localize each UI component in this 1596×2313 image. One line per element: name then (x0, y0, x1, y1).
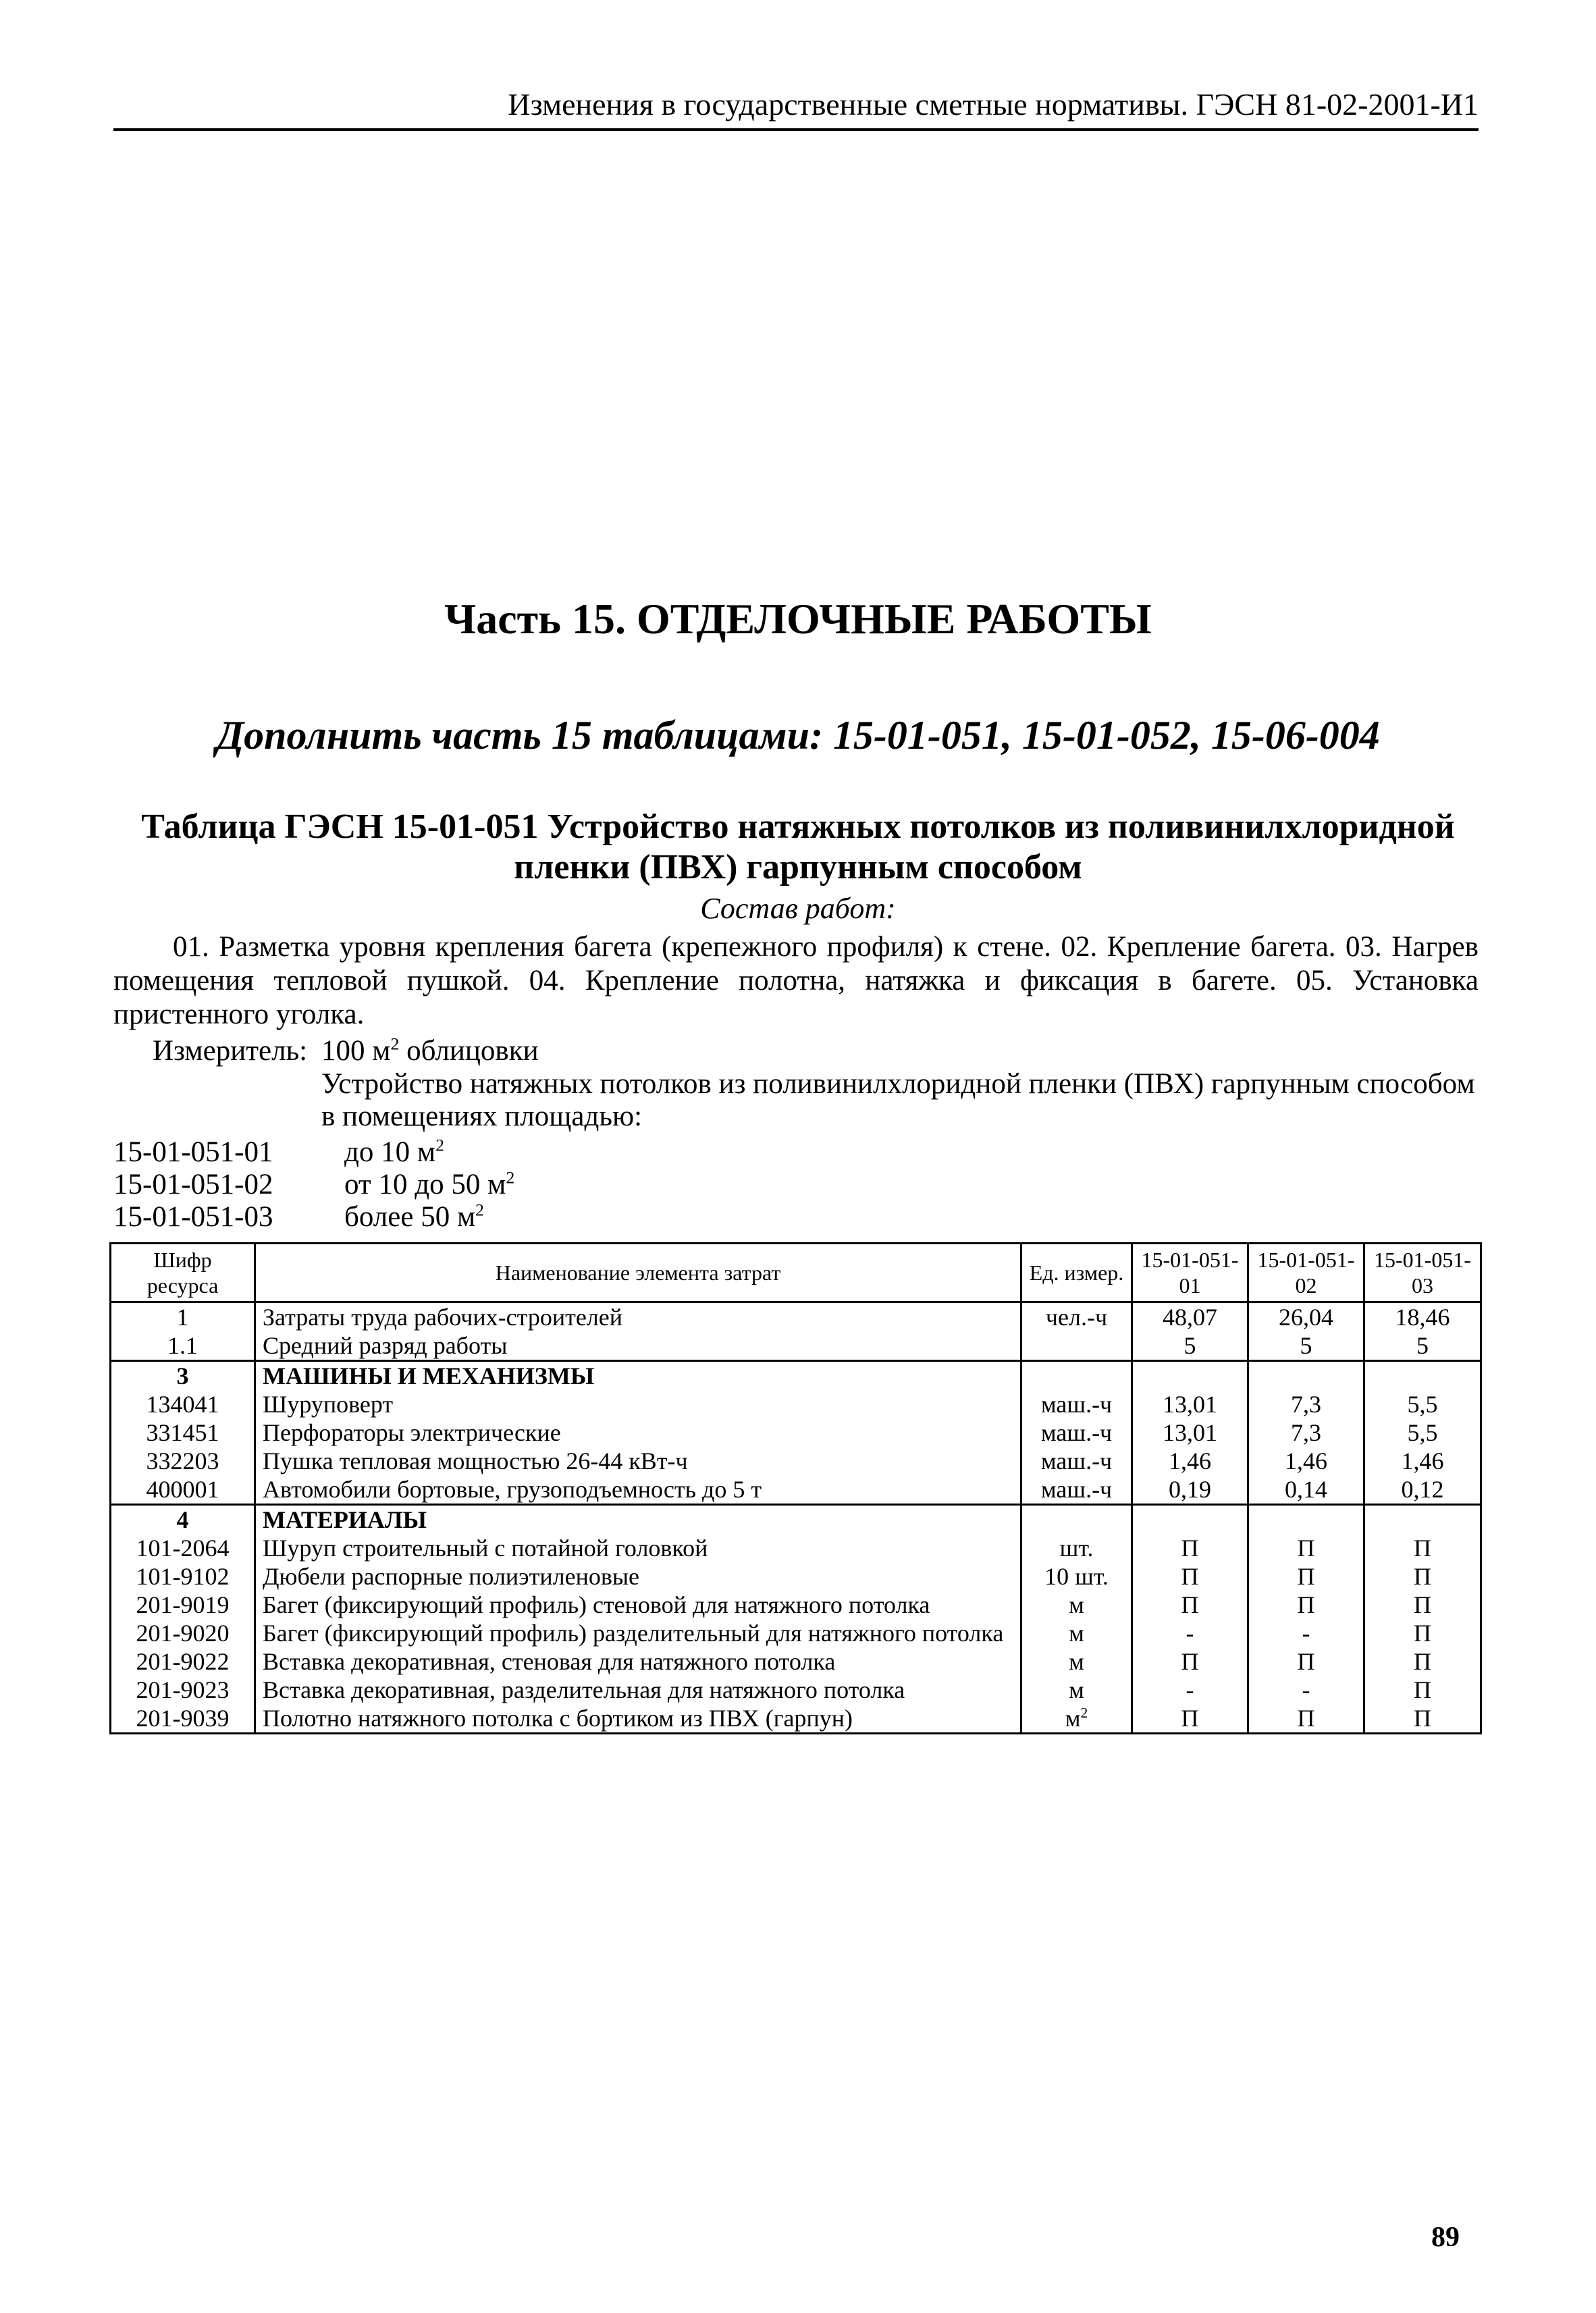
cell-value-1: П (1132, 1591, 1248, 1619)
cell-name: Полотно натяжного потолка с бортиком из ПВХ (гарпун) (255, 1704, 1021, 1734)
cell-value-2: 5 (1248, 1331, 1364, 1361)
cell-value-3: П (1364, 1647, 1481, 1676)
header-col-1: 15-01-051-01 (1132, 1244, 1248, 1302)
range-intro: Устройство натяжных потолков из поливинилхлоридной пленки (ПВХ) гарпунным способом в помещениях площадью: (321, 1068, 1475, 1132)
cell-unit: м (1021, 1676, 1132, 1704)
cell-value-1: - (1132, 1676, 1248, 1704)
table-section-row (111, 1361, 1481, 1391)
cell-name: Шуруп строительный с потайной головкой (255, 1534, 1021, 1562)
cell-value-3: 1,46 (1364, 1447, 1481, 1475)
table-row (111, 1418, 1481, 1447)
table-header-row (111, 1244, 1481, 1302)
table-row (111, 1619, 1481, 1647)
cell-value-2 (1248, 1505, 1364, 1535)
cell-code: 134041 (111, 1390, 255, 1418)
cell-name: Вставка декоративная, разделительная для натяжного потолка (255, 1676, 1021, 1704)
table-title-line-2: пленки (ПВХ) гарпунным способом (514, 848, 1082, 886)
cell-unit: маш.-ч (1021, 1418, 1132, 1447)
cell-unit (1021, 1361, 1132, 1391)
table-row (111, 1562, 1481, 1591)
cell-code: 201-9020 (111, 1619, 255, 1647)
running-header: Изменения в государственные сметные нормативы. ГЭСН 81-02-2001-И1 (508, 87, 1479, 122)
cell-value-1 (1132, 1505, 1248, 1535)
table-row (111, 1331, 1481, 1361)
table-row (111, 1591, 1481, 1619)
cell-value-2: - (1248, 1676, 1364, 1704)
cell-name: МАТЕРИАЛЫ (255, 1505, 1021, 1535)
cell-code: 201-9019 (111, 1591, 255, 1619)
cell-value-1: П (1132, 1534, 1248, 1562)
range-code-3: 15-01-051-03 (113, 1201, 273, 1233)
meter-value-text: 100 м (321, 1035, 391, 1067)
table-title-line-1: Таблица ГЭСН 15-01-051 Устройство натяжных потолков из поливинилхлоридной (141, 807, 1455, 846)
cell-code: 201-9022 (111, 1647, 255, 1676)
cell-code: 400001 (111, 1475, 255, 1505)
cell-unit: шт. (1021, 1534, 1132, 1562)
header-name: Наименование элемента затрат (255, 1244, 1021, 1302)
cell-value-2 (1248, 1361, 1364, 1391)
cell-name: МАШИНЫ И МЕХАНИЗМЫ (255, 1361, 1021, 1391)
cell-value-1: П (1132, 1647, 1248, 1676)
header-rule (113, 128, 1479, 131)
cell-value-1: 13,01 (1132, 1390, 1248, 1418)
cell-value-2: 7,3 (1248, 1390, 1364, 1418)
cell-code: 201-9023 (111, 1676, 255, 1704)
table-row (111, 1704, 1481, 1734)
cell-unit: $м^2$ (1021, 1704, 1132, 1734)
cell-value-3: П (1364, 1676, 1481, 1704)
cell-value-3: 5 (1364, 1331, 1481, 1361)
range-text-3: более 50 $м^2$ (344, 1200, 485, 1233)
cell-value-3: П (1364, 1619, 1481, 1647)
cell-value-1: П (1132, 1704, 1248, 1734)
cell-value-3: П (1364, 1534, 1481, 1562)
table-row (111, 1475, 1481, 1505)
cell-unit: чел.-ч (1021, 1302, 1132, 1332)
table-title (135, 807, 1461, 888)
cell-value-2: П (1248, 1647, 1364, 1676)
header-col-2: 15-01-051-02 (1248, 1244, 1364, 1302)
cell-unit: м (1021, 1647, 1132, 1676)
cell-value-1: 0,19 (1132, 1475, 1248, 1505)
cell-unit: маш.-ч (1021, 1475, 1132, 1505)
cost-table (109, 1242, 1482, 1734)
cell-value-1: 5 (1132, 1331, 1248, 1361)
cell-value-3: 5,5 (1364, 1418, 1481, 1447)
cell-value-3: П (1364, 1704, 1481, 1734)
cell-value-1: 48,07 (1132, 1302, 1248, 1332)
header-col-3: 15-01-051-03 (1364, 1244, 1481, 1302)
cell-code: 3 (111, 1361, 255, 1391)
cell-code: 101-9102 (111, 1562, 255, 1591)
range-text-1: до 10 $м^2$ (344, 1135, 444, 1168)
cell-value-2: 7,3 (1248, 1418, 1364, 1447)
header-code: Шифр ресурса (111, 1244, 255, 1302)
cell-unit: маш.-ч (1021, 1447, 1132, 1475)
meter-value-sup: 2 (390, 1034, 400, 1054)
cell-value-3 (1364, 1505, 1481, 1535)
cell-unit: маш.-ч (1021, 1390, 1132, 1418)
header-unit: Ед. измер. (1021, 1244, 1132, 1302)
meter-value-suffix: облицовки (399, 1035, 539, 1067)
supplement-heading: Дополнить часть 15 таблицами: 15-01-051, 15-01-052, 15-06-004 (216, 713, 1380, 757)
cell-unit: 10 шт. (1021, 1562, 1132, 1591)
cell-unit: м (1021, 1619, 1132, 1647)
cell-value-2: 0,14 (1248, 1475, 1364, 1505)
cell-value-3: П (1364, 1591, 1481, 1619)
cell-name: Дюбели распорные полиэтиленовые (255, 1562, 1021, 1591)
cell-value-2: П (1248, 1704, 1364, 1734)
cell-value-1 (1132, 1361, 1248, 1391)
cell-code: 331451 (111, 1418, 255, 1447)
cell-value-2: - (1248, 1619, 1364, 1647)
table-row (111, 1447, 1481, 1475)
range-code-1: 15-01-051-01 (113, 1136, 273, 1168)
cell-code: 332203 (111, 1447, 255, 1475)
cell-value-3: П (1364, 1562, 1481, 1591)
table-row (111, 1647, 1481, 1676)
table-row (111, 1534, 1481, 1562)
cell-name: Багет (фиксирующий профиль) разделительный для натяжного потолка (255, 1619, 1021, 1647)
cell-value-2: 26,04 (1248, 1302, 1364, 1332)
cell-value-2: П (1248, 1534, 1364, 1562)
page-number: 89 (1431, 2222, 1460, 2253)
table-row (111, 1676, 1481, 1704)
cell-value-1: 13,01 (1132, 1418, 1248, 1447)
cell-value-1: - (1132, 1619, 1248, 1647)
range-code-2: 15-01-051-02 (113, 1169, 273, 1200)
cell-code: 101-2064 (111, 1534, 255, 1562)
cell-value-1: П (1132, 1562, 1248, 1591)
cell-value-3 (1364, 1361, 1481, 1391)
composition-label: Состав работ: (700, 892, 896, 925)
cell-code: 1.1 (111, 1331, 255, 1361)
cell-unit (1021, 1505, 1132, 1535)
range-text-2: от 10 до 50 $м^2$ (344, 1167, 515, 1200)
cell-value-2: П (1248, 1591, 1364, 1619)
cell-name: Вставка декоративная, стеновая для натяжного потолка (255, 1647, 1021, 1676)
meter-value (321, 1034, 539, 1067)
cell-value-2: 1,46 (1248, 1447, 1364, 1475)
cell-value-3: 5,5 (1364, 1390, 1481, 1418)
cell-value-3: 18,46 (1364, 1302, 1481, 1332)
cell-unit (1021, 1331, 1132, 1361)
table-row (111, 1302, 1481, 1332)
cell-value-1: 1,46 (1132, 1447, 1248, 1475)
cell-name: Автомобили бортовые, грузоподъемность до 5 т (255, 1475, 1021, 1505)
cell-code: 201-9039 (111, 1704, 255, 1734)
cell-name: Средний разряд работы (255, 1331, 1021, 1361)
part-title: Часть 15. ОТДЕЛОЧНЫЕ РАБОТЫ (444, 595, 1152, 643)
cell-code: 4 (111, 1505, 255, 1535)
cell-name: Багет (фиксирующий профиль) стеновой для натяжного потолка (255, 1591, 1021, 1619)
cell-value-3: 0,12 (1364, 1475, 1481, 1505)
table-row (111, 1390, 1481, 1418)
cell-name: Перфораторы электрические (255, 1418, 1021, 1447)
cell-code: 1 (111, 1302, 255, 1332)
table-section-row (111, 1505, 1481, 1535)
work-description: 01. Разметка уровня крепления багета (крепежного профиля) к стене. 02. Крепление багета. 03. Нагрев помещения тепловой пушкой. 04. Крепление полотна, натяжка и фиксация в багете. 05. Установка пристенного уголка. (113, 931, 1479, 1030)
cell-name: Пушка тепловая мощностью 26-44 кВт-ч (255, 1447, 1021, 1475)
cell-name: Шуруповерт (255, 1390, 1021, 1418)
meter-label: Измеритель: (153, 1035, 308, 1067)
cell-unit: м (1021, 1591, 1132, 1619)
cell-name: Затраты труда рабочих-строителей (255, 1302, 1021, 1332)
cell-value-2: П (1248, 1562, 1364, 1591)
